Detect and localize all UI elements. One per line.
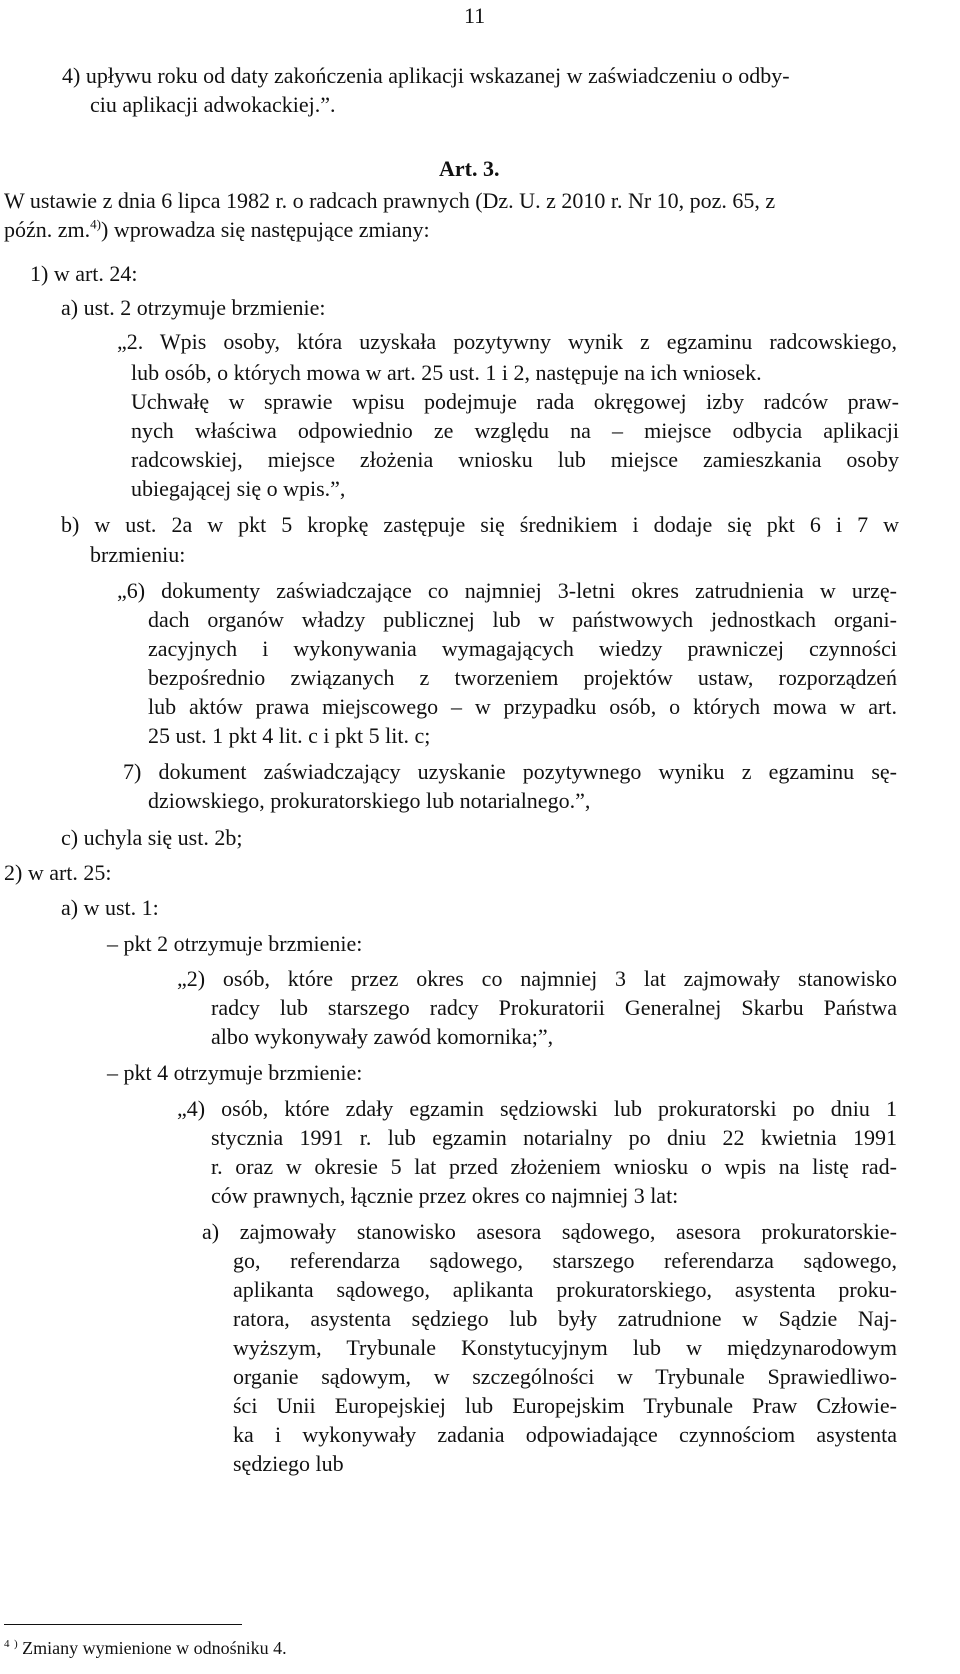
text-line: ubiegającej się o wpis.”,: [131, 476, 346, 501]
text-line: „2. Wpis osoby, która uzyskała pozytywny wynik z egzaminu radcowskiego,: [117, 329, 897, 354]
text-line: W ustawie z dnia 6 lipca 1982 r. o radcach prawnych (Dz. U. z 2010 r. Nr 10, poz. 65, z: [4, 188, 776, 213]
text-line: albo wykonywały zawód komornika;”,: [211, 1024, 554, 1049]
text-line: ców prawnych, łącznie przez okres co najmniej 3 lat:: [211, 1183, 679, 1208]
list-item: 2) w art. 25:: [4, 860, 112, 885]
text-line: sędziego lub: [233, 1451, 344, 1476]
article-heading: Art. 3.: [439, 156, 500, 181]
text-line: „6) dokumenty zaświadczające co najmniej 3-letni okres zatrudnienia w urzę-: [117, 578, 897, 603]
page-number: 11: [464, 3, 486, 28]
text-line: ciu aplikacji adwokackiej.”.: [90, 92, 336, 117]
text-line: [4, 217, 430, 243]
list-item: 7) dokument zaświadczający uzyskanie pozytywnego wyniku z egzaminu sę-: [123, 759, 897, 784]
text-line: wyższym, Trybunale Konstytucyjnym lub w międzynarodowym: [233, 1335, 897, 1360]
text-line: r. oraz w okresie 5 lat przed złożeniem wniosku o wpis na listę rad-: [211, 1154, 897, 1179]
list-item: – pkt 2 otrzymuje brzmienie:: [107, 931, 363, 956]
text-line: radcy lub starszego radcy Prokuratorii Generalnej Skarbu Państwa: [211, 995, 897, 1020]
text-line: „2) osób, które przez okres co najmniej 3 lat zajmowały stanowisko: [177, 966, 897, 991]
text-line: go, referendarza sądowego, starszego referendarza sądowego,: [233, 1248, 897, 1273]
text-line: stycznia 1991 r. lub egzamin notarialny po dniu 22 kwietnia 1991: [211, 1125, 897, 1150]
text-line: ratora, asystenta sędziego lub były zatrudnione w Sądzie Naj-: [233, 1306, 897, 1331]
text-line: nych właściwa odpowiednio ze względu na – miejsce odbycia aplikacji: [131, 418, 899, 443]
footnote: [4, 1638, 287, 1659]
text-line: ści Unii Europejskiej lub Europejskim Trybunale Praw Człowie-: [233, 1393, 897, 1418]
text-line: brzmieniu:: [90, 542, 186, 567]
text-span: późn. zm.: [4, 217, 91, 242]
footnote-divider: [4, 1624, 242, 1625]
text-line: dach organów władzy publicznej lub w państwowych jednostkach organi-: [148, 607, 897, 632]
list-item: a) w ust. 1:: [61, 895, 159, 920]
list-item: a) zajmowały stanowisko asesora sądowego, asesora prokuratorskie-: [202, 1219, 897, 1244]
list-item: a) ust. 2 otrzymuje brzmienie:: [61, 295, 326, 320]
footnote-text: Zmiany wymienione w odnośniku 4.: [22, 1638, 287, 1658]
text-line: lub osób, o których mowa w art. 25 ust. 1 i 2, następuje na ich wniosek.: [131, 360, 762, 385]
list-item: c) uchyla się ust. 2b;: [61, 825, 243, 850]
text-line: zacyjnych i wykonywania wymagających wiedzy prawniczej czynności: [148, 636, 897, 661]
footnote-marker-paren: ): [14, 1638, 18, 1650]
text-line: lub aktów prawa miejscowego – w przypadku osób, o których mowa w art.: [148, 694, 897, 719]
text-line: 25 ust. 1 pkt 4 lit. c i pkt 5 lit. c;: [148, 723, 431, 748]
list-item: 1) w art. 24:: [30, 261, 138, 286]
footnote-marker: 4: [4, 1638, 10, 1650]
text-line: organie sądowym, w szczególności w Trybunale Sprawiedliwo-: [233, 1364, 897, 1389]
footnote-reference: 4): [90, 216, 101, 232]
list-item: – pkt 4 otrzymuje brzmienie:: [107, 1060, 363, 1085]
text-line: bezpośrednio związanych z tworzeniem projektów ustaw, rozporządzeń: [148, 665, 897, 690]
text-line: dziowskiego, prokuratorskiego lub notarialnego.”,: [148, 788, 591, 813]
text-line: 4) upływu roku od daty zakończenia aplikacji wskazanej w zaświadczeniu o odby-: [62, 63, 790, 88]
list-item: b) w ust. 2a w pkt 5 kropkę zastępuje się średnikiem i dodaje się pkt 6 i 7 w: [61, 512, 899, 537]
text-line: aplikanta sądowego, aplikanta prokuratorskiego, asystenta proku-: [233, 1277, 897, 1302]
text-line: radcowskiej, miejsce złożenia wniosku lub miejsce zamieszkania osoby: [131, 447, 899, 472]
text-span: ) wprowadza się następujące zmiany:: [101, 217, 430, 242]
text-line: Uchwałę w sprawie wpisu podejmuje rada okręgowej izby radców praw-: [131, 389, 899, 414]
text-line: „4) osób, które zdały egzamin sędziowski lub prokuratorski po dniu 1: [177, 1096, 897, 1121]
text-line: ka i wykonywały zadania odpowiadające czynnościom asystenta: [233, 1422, 897, 1447]
